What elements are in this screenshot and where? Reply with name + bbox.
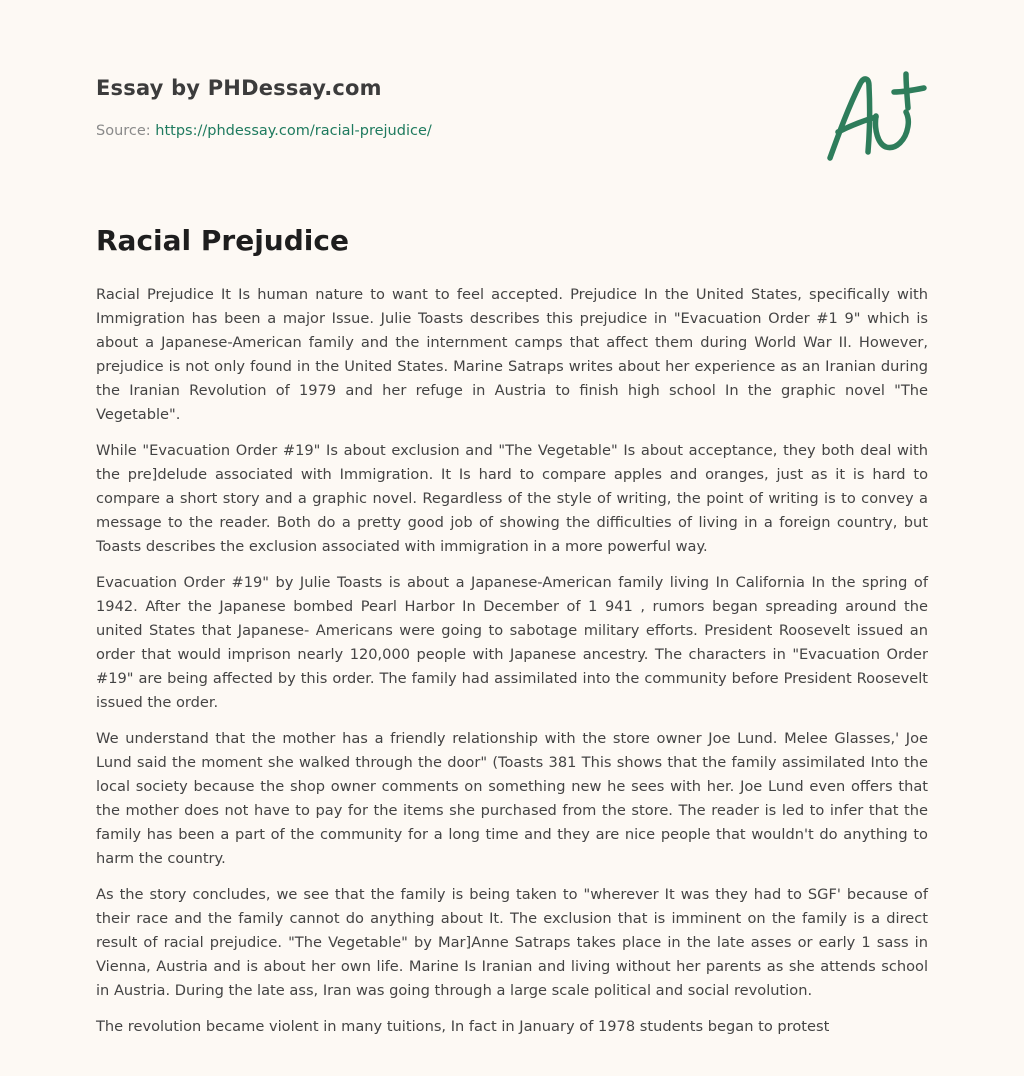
essay-paragraph: While "Evacuation Order #19" Is about exclusion and "The Vegetable" Is about acceptance, they both deal with the pre]delude associated with Immigration. It Is hard to compare apples and oranges, just as it is hard to compare a short story and a graphic novel. Regardless of the style of writing, the point of writing is to convey a message to the reader. Both do a pretty good job of showing the difficulties of living in a foreign country, but Toasts describes the exclusion associated with immigration in a more powerful way.: [96, 442, 928, 555]
site-title: Essay by PHDessay.com: [96, 76, 382, 100]
a-plus-grade-icon: [824, 70, 928, 164]
source-link[interactable]: https://phdessay.com/racial-prejudice/: [155, 123, 432, 139]
essay-page: [96, 0, 928, 1076]
essay-body: [96, 283, 928, 1051]
essay-paragraph: Evacuation Order #19" by Julie Toasts is about a Japanese-American family living In California In the spring of 1942. After the Japanese bombed Pearl Harbor In December of 1 941 , rumors began spreading around the united States that Japanese- Americans were going to sabotage military efforts. President Roosevelt issued an order that would imprison nearly 120,000 people with Japanese ancestry. The characters in "Evacuation Order #19" are being affected by this order. The family had assimilated into the community before President Roosevelt issued the order.: [96, 574, 928, 711]
essay-paragraph: The revolution became violent in many tuitions, In fact in January of 1978 students began to protest: [96, 1018, 830, 1035]
source-line: [96, 123, 432, 139]
essay-paragraph: Racial Prejudice It Is human nature to want to feel accepted. Prejudice In the United States, specifically with Immigration has been a major Issue. Julie Toasts describes this prejudice in "Evacuation Order #1 9" which is about a Japanese-American family and the internment camps that affect them during World War II. However, prejudice is not only found in the United States. Marine Satraps writes about her experience as an Iranian during the Iranian Revolution of 1979 and her refuge in Austria to finish high school In the graphic novel "The Vegetable".: [96, 286, 928, 423]
essay-paragraph: As the story concludes, we see that the family is being taken to "wherever It was they had to SGF' because of their race and the family cannot do anything about It. The exclusion that is imminent on the family is a direct result of racial prejudice. "The Vegetable" by Mar]Anne Satraps takes place in the late asses or early 1 sass in Vienna, Austria and is about her own life. Marine Is Iranian and living without her parents as she attends school in Austria. During the late ass, Iran was going through a large scale political and social revolution.: [96, 886, 928, 999]
essay-title: Racial Prejudice: [96, 224, 349, 257]
source-label: Source:: [96, 123, 151, 139]
essay-paragraph: We understand that the mother has a friendly relationship with the store owner Joe Lund. Melee Glasses,' Joe Lund said the moment she walked through the door" (Toasts 381 This shows that the family assimilated Into the local society because the shop owner comments on something new he sees with her. Joe Lund even offers that the mother does not have to pay for the items she purchased from the store. The reader is led to infer that the family has been a part of the community for a long time and they are nice people that wouldn't do anything to harm the country.: [96, 730, 928, 867]
page-header: [96, 0, 928, 257]
